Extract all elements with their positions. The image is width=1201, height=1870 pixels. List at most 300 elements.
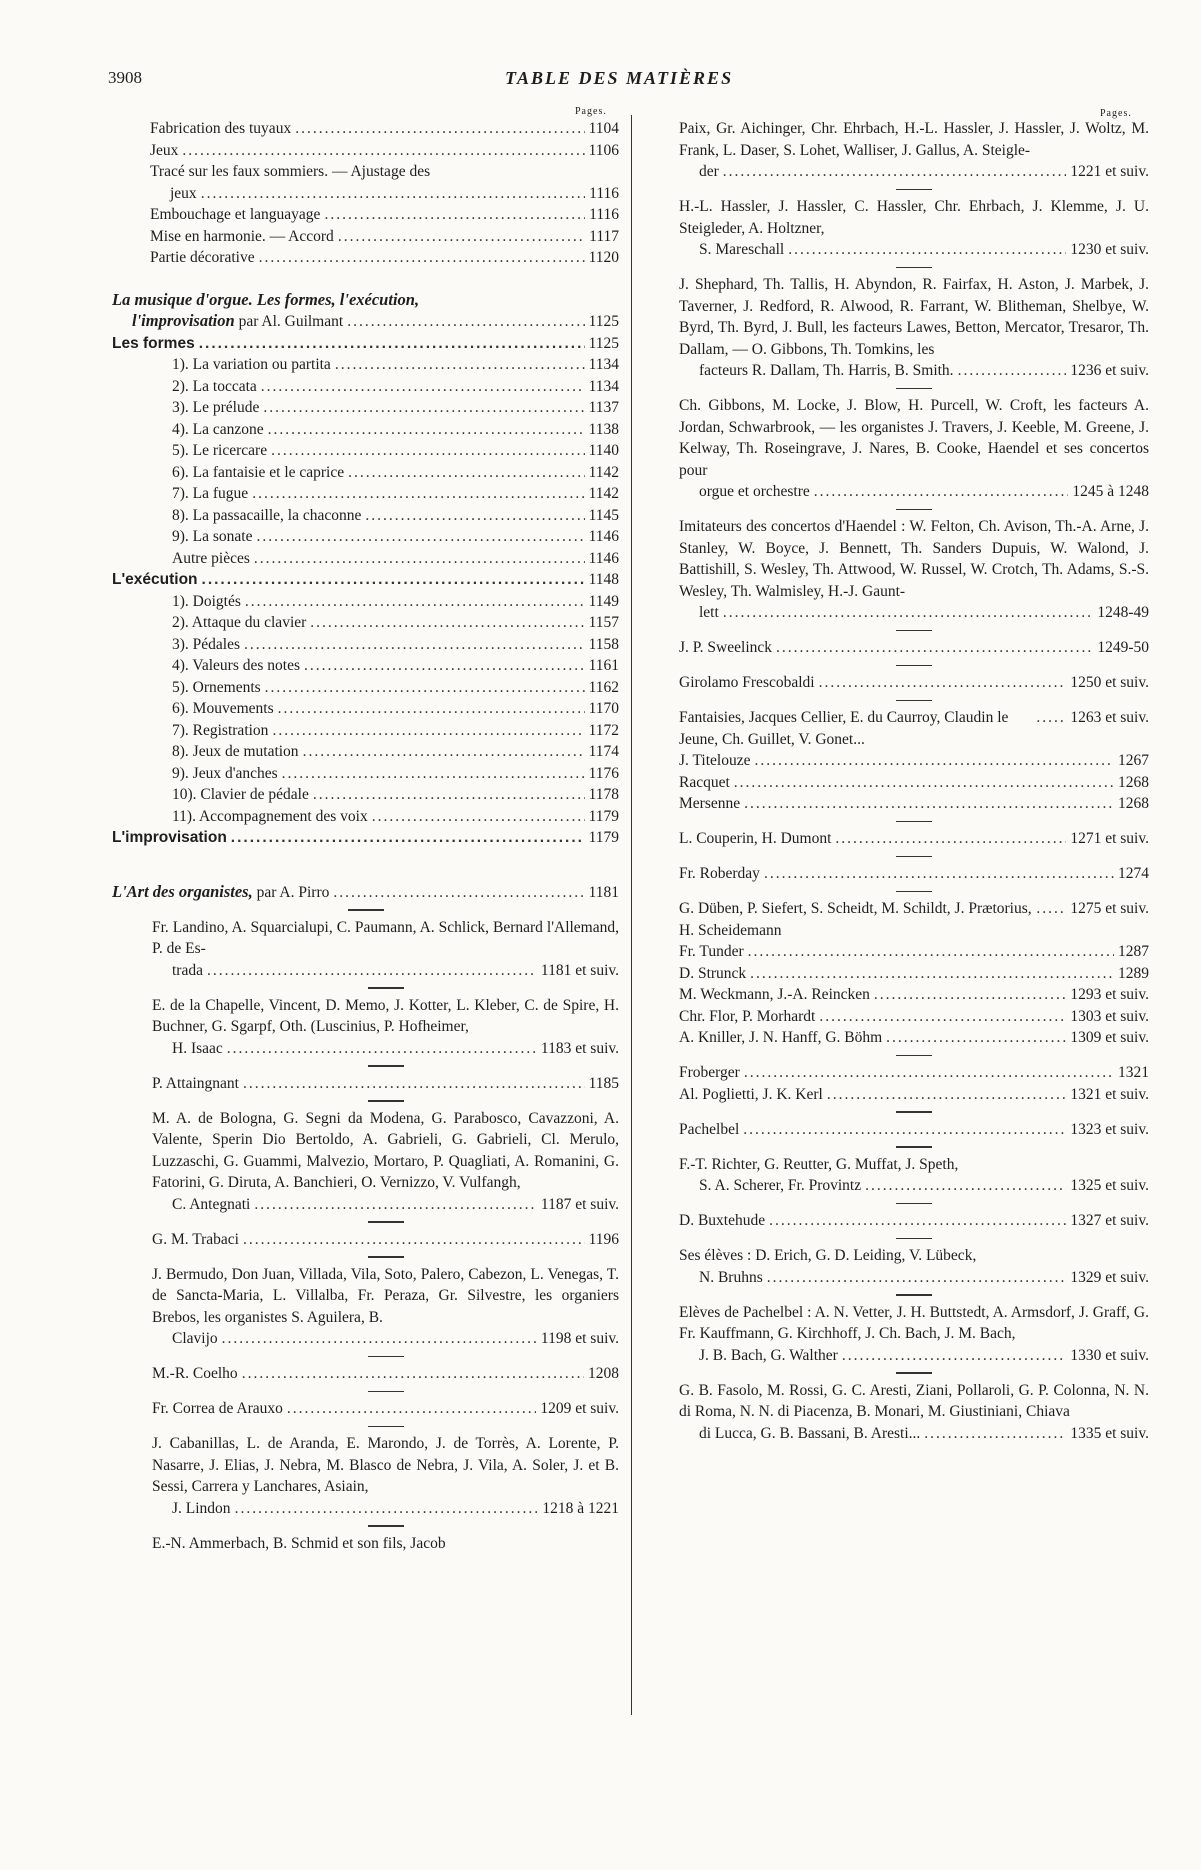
toc-label: M. Weckmann, J.-A. Reincken	[679, 986, 870, 1003]
toc-row	[679, 793, 1149, 815]
toc-label: 4). La canzone	[172, 420, 264, 438]
toc-page: 1104	[588, 120, 619, 137]
leader-dots	[201, 183, 585, 205]
toc-entry	[679, 118, 1149, 183]
toc-page: 1250 et suiv.	[1070, 674, 1149, 691]
toc-page: 1161	[588, 657, 619, 674]
toc-row	[172, 376, 619, 398]
toc-page: 1196	[588, 1230, 619, 1248]
toc-row	[172, 505, 619, 527]
toc-entry	[152, 1229, 619, 1251]
leader-dots	[256, 526, 584, 548]
leader-dots	[372, 806, 585, 828]
leader-dots	[287, 1398, 536, 1420]
toc-page: 1106	[588, 141, 619, 159]
toc-row	[679, 1006, 1149, 1028]
leader-dots	[814, 481, 1069, 503]
toc-block-froberger	[679, 1062, 1149, 1105]
toc-row	[150, 183, 619, 205]
divider-dash	[348, 909, 384, 911]
toc-page: 1263 et suiv.	[1070, 709, 1149, 726]
toc-label: lett	[699, 604, 719, 621]
divider-dash	[896, 856, 932, 858]
toc-page: 1142	[588, 485, 619, 502]
divider-dash	[896, 1146, 932, 1148]
toc-label: 1). La variation ou partita	[172, 356, 331, 373]
toc-page: 1137	[588, 399, 619, 416]
leader-dots	[261, 376, 585, 398]
toc-label: S. Mareschall	[699, 241, 785, 258]
toc-page: 1125	[588, 313, 619, 330]
toc-page: 1218 à 1221	[542, 1499, 619, 1517]
toc-entry	[679, 637, 1149, 659]
leader-dots	[252, 483, 584, 505]
toc-row	[172, 720, 619, 742]
divider-dash	[896, 665, 932, 667]
toc-page: 1185	[588, 1074, 619, 1092]
toc-page: 1116	[589, 206, 619, 223]
toc-execution-list	[112, 591, 619, 828]
divider-dash	[368, 1100, 404, 1102]
pages-label-right: Pages.	[1100, 108, 1132, 119]
leader-dots	[819, 1006, 1066, 1028]
toc-entry-last-line	[152, 1073, 619, 1095]
toc-row	[172, 763, 619, 785]
leader-dots	[207, 960, 537, 982]
toc-formes-list	[112, 354, 619, 569]
toc-top-rows	[112, 118, 619, 269]
toc-label: Partie décorative	[150, 249, 255, 266]
divider-dash	[368, 1256, 404, 1258]
leader-dots	[259, 247, 585, 269]
toc-page: 1158	[588, 635, 619, 653]
toc-label: Fantaisies, Jacques Cellier, E. du Caurroy, Claudin le Jeune, Ch. Guillet, V. Gonet...	[679, 709, 1009, 748]
leader-dots	[365, 505, 584, 527]
leader-dots	[748, 941, 1114, 963]
toc-label: Racquet	[679, 773, 730, 791]
toc-entry-text: Paix, Gr. Aichinger, Chr. Ehrbach, H.-L. Hassler, J. Hassler, J. Woltz, M. Frank, L. Daser, S. Lohet, Walliser, J. Gallus, A. Steigle-	[679, 120, 1149, 159]
toc-label: Al. Poglietti, J. K. Kerl	[679, 1085, 823, 1103]
leader-dots	[265, 677, 585, 699]
toc-left-entries	[112, 917, 619, 1527]
toc-label: 1). Doigtés	[172, 592, 241, 610]
leader-dots	[886, 1027, 1066, 1049]
divider-dash	[368, 1525, 404, 1527]
toc-entry-last-line	[152, 1363, 619, 1385]
toc-entry-eleves: Ses élèves : D. Erich, G. D. Leiding, V. Lübeck, N. Bruhns ..... 1329 et suiv.	[679, 1245, 1149, 1288]
toc-row	[172, 655, 619, 677]
divider-dash	[368, 1391, 404, 1393]
toc-page: 1321	[1118, 1064, 1149, 1081]
divider-dash	[896, 891, 932, 893]
leader-dots	[227, 1038, 537, 1060]
leader-dots	[776, 637, 1093, 659]
left-column	[112, 118, 619, 1554]
divider-dash	[896, 388, 932, 390]
toc-entry-richter: F.-T. Richter, G. Reutter, G. Muffat, J. Speth, S. A. Scherer, Fr. Provintz ..... 1325 et suiv.	[679, 1154, 1149, 1197]
leader-dots	[827, 1084, 1067, 1106]
toc-row	[679, 963, 1149, 985]
toc-page: 1117	[589, 227, 619, 245]
toc-label: Fr. Tunder	[679, 943, 744, 960]
leader-dots	[723, 602, 1094, 624]
leader-dots	[1036, 898, 1066, 920]
leader-dots	[242, 1363, 584, 1385]
toc-entry-last-line	[152, 1498, 619, 1520]
toc-label: Girolamo Frescobaldi	[679, 674, 815, 691]
toc-page: 1176	[588, 764, 619, 782]
toc-label: H. Isaac	[172, 1039, 223, 1057]
toc-label: 7). Registration	[172, 721, 269, 739]
toc-heading-execution: L'exécution ..... 1148	[112, 569, 619, 591]
toc-label: M.-R. Coelho	[152, 1365, 238, 1382]
toc-label: der	[699, 163, 719, 180]
toc-page: 1230 et suiv.	[1070, 241, 1149, 258]
toc-page: 1303 et suiv.	[1070, 1007, 1149, 1025]
toc-page: 1245 à 1248	[1072, 483, 1149, 500]
leader-dots	[819, 672, 1067, 694]
divider-dash	[896, 630, 932, 632]
toc-block-french	[679, 707, 1149, 815]
leader-dots	[282, 763, 585, 785]
leader-dots	[788, 239, 1066, 261]
toc-left-tail: E.-N. Ammerbach, B. Schmid et son fils, Jacob	[152, 1534, 446, 1552]
toc-page: 1309 et suiv.	[1070, 1029, 1149, 1046]
toc-page: 1178	[588, 786, 619, 803]
toc-label: 11). Accompagnement des voix	[172, 807, 368, 825]
leader-dots	[335, 354, 585, 376]
toc-label: 3). Le prélude	[172, 399, 260, 416]
toc-page: 1179	[588, 807, 619, 825]
leader-dots	[324, 204, 585, 226]
section-title-improvisation: l'improvisation	[132, 311, 235, 330]
leader-dots	[278, 698, 585, 720]
toc-entry	[679, 196, 1149, 261]
toc-entry-text: H.-L. Hassler, J. Hassler, C. Hassler, Chr. Ehrbach, J. Klemme, J. U. Steigleder, A. Holtzner,	[679, 198, 1149, 237]
toc-page: 1146	[588, 549, 619, 567]
toc-row	[679, 941, 1149, 963]
leader-dots	[254, 1194, 537, 1216]
page-number: 3908	[108, 68, 142, 87]
toc-label: Tracé sur les faux sommiers. — Ajustage des	[150, 163, 431, 180]
toc-row	[679, 707, 1149, 750]
toc-entry-last-line	[152, 1328, 619, 1350]
toc-page: 1181 et suiv.	[540, 961, 619, 979]
toc-label: C. Antegnati	[172, 1195, 251, 1213]
toc-row	[150, 140, 619, 162]
toc-entry-text: Fr. Landino, A. Squarcialupi, C. Paumann, A. Schlick, Bernard l'Allemand, P. de Es-	[152, 918, 619, 957]
divider-dash	[896, 267, 932, 269]
toc-entry-pachelbel-eleves: Elèves de Pachelbel : A. N. Vetter, J. H. Buttstedt, A. Armsdorf, J. Graff, G. Fr. Kauffmann, G. Kirchhoff, J. Ch. Bach, J. M. Bach, J. B. Bach, G. Walther ..... 1330 et suiv.	[679, 1302, 1149, 1367]
toc-page: 1134	[588, 377, 619, 395]
toc-row	[172, 419, 619, 441]
leader-dots	[874, 984, 1066, 1006]
toc-entry-fasolo: G. B. Fasolo, M. Rossi, G. C. Aresti, Ziani, Pollaroli, G. P. Colonna, N. N. di Roma, N. N. di Piacenza, B. Monari, M. Giustiniani, Chiava di Lucca, G. B. Bassani, B. Aresti... ..... 1335 et suiv.	[679, 1380, 1149, 1445]
toc-row-couperin: L. Couperin, H. Dumont ..... 1271 et suiv.	[679, 828, 1149, 850]
leader-dots	[222, 1328, 537, 1350]
toc-label: 5). Ornements	[172, 678, 261, 696]
leader-dots	[271, 440, 584, 462]
toc-page: 1170	[588, 700, 619, 717]
toc-label: jeux	[170, 184, 197, 202]
toc-page: 1289	[1118, 964, 1149, 982]
leader-dots	[744, 793, 1114, 815]
toc-block-german	[679, 898, 1149, 1049]
toc-label: 8). La passacaille, la chaconne	[172, 506, 362, 524]
toc-entry-text: J. Cabanillas, L. de Aranda, E. Marondo, J. de Torrès, A. Lorente, P. Nasarre, J. Elias, J. Nebra, M. Blasco de Nebra, J. Vila, A. Soler, J. et B. Sessi, Carrera y Lanchares, Asiain,	[152, 1435, 619, 1495]
toc-label: P. Attaingnant	[152, 1074, 239, 1092]
column-divider	[631, 115, 632, 1715]
toc-label: A. Kniller, J. N. Hanff, G. Böhm	[679, 1029, 883, 1046]
toc-label: Chr. Flor, P. Morhardt	[679, 1007, 816, 1025]
toc-page: 1172	[588, 721, 619, 739]
divider-dash	[896, 1372, 932, 1374]
leader-dots	[313, 784, 585, 806]
divider-dash	[368, 1065, 404, 1067]
leader-dots	[295, 118, 584, 140]
toc-row	[172, 483, 619, 505]
toc-row	[172, 462, 619, 484]
toc-row	[150, 204, 619, 226]
toc-entry	[152, 1398, 619, 1420]
toc-entry-last-line	[152, 1229, 619, 1251]
toc-entry	[152, 1264, 619, 1350]
toc-label: trada	[172, 961, 203, 979]
toc-row	[172, 548, 619, 570]
toc-page: 1174	[588, 743, 619, 760]
toc-entry-last-line	[679, 672, 1149, 694]
divider-dash	[896, 1111, 932, 1113]
toc-page: 1146	[588, 528, 619, 545]
toc-label: facteurs R. Dallam, Th. Harris, B. Smith.	[699, 362, 954, 379]
toc-page: 1287	[1118, 943, 1149, 960]
leader-dots	[734, 772, 1114, 794]
toc-page: 1321 et suiv.	[1070, 1085, 1149, 1103]
toc-entry	[152, 1433, 619, 1519]
toc-entry-text: J. Bermudo, Don Juan, Villada, Vila, Soto, Palero, Cabezon, L. Venegas, T. de Sancta-Maria, L. Villalba, Fr. Peraza, Gr. Silvestre, les organiers Brebos, les organistes S. Aguilera, B.	[152, 1265, 619, 1326]
toc-heading-formes: Les formes ..... 1125	[112, 333, 619, 355]
divider-dash	[896, 1055, 932, 1057]
toc-entry	[679, 672, 1149, 694]
toc-page: 1157	[588, 614, 619, 631]
toc-entry	[152, 1363, 619, 1385]
toc-row	[172, 677, 619, 699]
toc-entry	[152, 1073, 619, 1095]
toc-page: 1162	[588, 678, 619, 696]
toc-page: 1134	[588, 356, 619, 373]
divider-dash	[896, 700, 932, 702]
toc-page: 1208	[588, 1365, 619, 1382]
leader-dots	[254, 548, 585, 570]
toc-label: 9). La sonate	[172, 528, 253, 545]
toc-page: 1267	[1118, 752, 1149, 769]
toc-row	[172, 612, 619, 634]
toc-entry	[679, 274, 1149, 382]
leader-dots	[310, 612, 584, 634]
toc-row	[172, 591, 619, 613]
toc-row	[150, 247, 619, 269]
toc-page: 1248-49	[1097, 604, 1149, 621]
leader-dots	[263, 397, 584, 419]
toc-page: 1275 et suiv.	[1070, 900, 1149, 917]
toc-entry-text: Ch. Gibbons, M. Locke, J. Blow, H. Purcell, W. Croft, les facteurs A. Jordan, Schwarbrook, — les organistes J. Travers, J. Keeble, M. Greene, J. Kelway, Th. Roseingrave, J. Nares, B. Cooke, Haendel et ses concertos pour	[679, 397, 1149, 479]
leader-dots	[272, 720, 584, 742]
toc-label: 2). Attaque du clavier	[172, 614, 307, 631]
toc-page: 1268	[1118, 773, 1149, 791]
toc-entry-last-line	[152, 1398, 619, 1420]
toc-row	[679, 750, 1149, 772]
toc-entry-last-line	[679, 637, 1149, 659]
toc-entry-text: J. Shephard, Th. Tallis, H. Abyndon, R. Fairfax, H. Aston, J. Marbek, J. Taverner, J. Redford, R. Alwood, R. Farrant, W. Blitheman, Shelbye, W. Byrd, Th. Byrd, J. Bull, les facteurs Lawes, Betton, Mercator, Tresaror, Th. Dallam, — O. Gibbons, Th. Tomkins, les	[679, 276, 1149, 358]
toc-row	[679, 772, 1149, 794]
toc-row	[172, 784, 619, 806]
toc-row	[679, 898, 1149, 941]
toc-page: 1187 et suiv.	[540, 1195, 619, 1213]
divider-dash	[896, 1294, 932, 1296]
divider-dash	[368, 987, 404, 989]
toc-row	[172, 397, 619, 419]
toc-row	[150, 118, 619, 140]
toc-page: 1145	[588, 506, 619, 524]
leader-dots	[245, 591, 585, 613]
toc-row	[679, 1062, 1149, 1084]
leader-dots	[303, 741, 585, 763]
toc-page: 1236 et suiv.	[1070, 362, 1149, 379]
leader-dots	[348, 462, 584, 484]
page-title: TABLE DES MATIÈRES	[505, 68, 734, 88]
toc-label: 5). Le ricercare	[172, 442, 268, 459]
toc-entry-last-line	[679, 360, 1149, 382]
toc-entry	[152, 917, 619, 982]
toc-page: 1138	[588, 420, 619, 438]
toc-row	[679, 1084, 1149, 1106]
toc-row	[172, 806, 619, 828]
toc-label: 6). La fantaisie et le caprice	[172, 463, 345, 481]
toc-row	[172, 634, 619, 656]
toc-label: Froberger	[679, 1064, 740, 1081]
toc-entry-last-line	[152, 1038, 619, 1060]
toc-label: Clavijo	[172, 1330, 218, 1347]
section-title-musique-line2	[112, 310, 619, 333]
toc-row	[172, 354, 619, 376]
leader-dots	[182, 140, 584, 162]
toc-label: 2). La toccata	[172, 377, 257, 395]
leader-dots	[235, 1498, 539, 1520]
toc-entry-last-line	[679, 602, 1149, 624]
toc-label: orgue et orchestre	[699, 483, 810, 500]
toc-page: 1120	[588, 249, 619, 266]
divider-dash	[896, 1238, 932, 1240]
toc-label: Fabrication des tuyaux	[150, 120, 292, 137]
toc-entry-last-line	[679, 161, 1149, 183]
toc-entry	[679, 395, 1149, 503]
section-title-art: L'Art des organistes, par A. Pirro ..... 1181	[112, 881, 619, 904]
toc-label: 8). Jeux de mutation	[172, 743, 299, 760]
toc-page: 1268	[1118, 795, 1149, 812]
toc-row	[172, 741, 619, 763]
toc-row-roberday: Fr. Roberday ..... 1274	[679, 863, 1149, 885]
leader-dots	[958, 360, 1067, 382]
toc-row	[679, 984, 1149, 1006]
toc-entry	[152, 1108, 619, 1216]
divider-dash	[368, 1426, 404, 1428]
toc-label: Jeux	[150, 141, 179, 159]
toc-row	[172, 526, 619, 548]
leader-dots	[723, 161, 1067, 183]
toc-row-buxtehude: D. Buxtehude ..... 1327 et suiv.	[679, 1210, 1149, 1232]
toc-label: 10). Clavier de pédale	[172, 786, 309, 803]
toc-label: 6). Mouvements	[172, 700, 274, 717]
leader-dots	[1036, 707, 1066, 729]
toc-label: D. Strunck	[679, 964, 747, 982]
toc-page: 1198 et suiv.	[540, 1330, 619, 1347]
toc-row	[172, 440, 619, 462]
leader-dots	[750, 963, 1114, 985]
toc-entry-text: M. A. de Bologna, G. Segni da Modena, G. Parabosco, Cavazzoni, A. Valente, Sperin Dio Bertoldo, A. Gabrieli, G. Gabrieli, Cl. Merulo, Luzzaschi, G. Guammi, Malvezio, Mortaro, P. Quagliati, A. Romanini, G. Fatorini, G. Diruta, A. Banchieri, O. Vernizzo, V. Vulfangh,	[152, 1109, 619, 1191]
pages-label-left: Pages.	[575, 106, 607, 117]
toc-row	[679, 1027, 1149, 1049]
toc-label: J. P. Sweelinck	[679, 639, 772, 656]
toc-page: 1116	[589, 184, 619, 202]
divider-dash	[896, 189, 932, 191]
toc-entry-last-line	[679, 481, 1149, 503]
toc-label: Autre pièces	[172, 549, 250, 567]
toc-label: Embouchage et languayage	[150, 206, 321, 223]
toc-label: J. Titelouze	[679, 752, 751, 769]
toc-row-pachelbel: Pachelbel ..... 1323 et suiv.	[679, 1119, 1149, 1141]
toc-entry-text: Imitateurs des concertos d'Haendel : W. Felton, Ch. Avison, Th.-A. Arne, J. Stanley, W. Boyce, J. Bennett, Th. Sanders Dupuis, W. Walond, J. Battishill, S. Wesley, Th. Attwood, W. Russel, W. Crotch, Th. Adams, S.-S. Wesley, Th. Walmisley, H.-J. Gaunt-	[679, 518, 1149, 600]
divider-dash	[896, 821, 932, 823]
leader-dots	[243, 1073, 585, 1095]
toc-label: 4). Valeurs des notes	[172, 657, 300, 674]
leader-dots	[754, 750, 1114, 772]
toc-row	[172, 698, 619, 720]
toc-label: 9). Jeux d'anches	[172, 764, 278, 782]
toc-label: J. Lindon	[172, 1499, 231, 1517]
toc-entry-last-line	[152, 1194, 619, 1216]
toc-page: 1221 et suiv.	[1070, 163, 1149, 180]
divider-dash	[896, 509, 932, 511]
toc-page: 1209 et suiv.	[540, 1400, 619, 1417]
leader-dots	[243, 1229, 585, 1251]
toc-entry	[679, 516, 1149, 624]
toc-page: 1149	[588, 592, 619, 610]
toc-page: 1142	[588, 463, 619, 481]
toc-entry-text: E. de la Chapelle, Vincent, D. Memo, J. Kotter, L. Kleber, C. de Spire, H. Buchner, G. Sgarpf, Oth. (Luscinius, P. Hofheimer,	[152, 996, 619, 1035]
toc-page: 1293 et suiv.	[1070, 986, 1149, 1003]
toc-entry-last-line	[679, 239, 1149, 261]
toc-page: 1183 et suiv.	[540, 1039, 619, 1057]
toc-label: 3). Pédales	[172, 635, 241, 653]
divider-dash	[368, 1356, 404, 1358]
toc-row	[150, 226, 619, 248]
toc-entry	[152, 995, 619, 1060]
divider-dash	[368, 1221, 404, 1223]
leader-dots	[744, 1062, 1114, 1084]
toc-label: G. Düben, P. Siefert, S. Scheidt, M. Schildt, J. Prætorius, H. Scheidemann	[679, 900, 1032, 939]
toc-page: 1249-50	[1097, 639, 1149, 656]
toc-label: Fr. Correa de Arauxo	[152, 1400, 283, 1417]
section-author: par Al. Guilmant	[238, 313, 344, 330]
leader-dots	[244, 634, 585, 656]
leader-dots	[338, 226, 585, 248]
toc-label: Mersenne	[679, 795, 741, 812]
toc-label: G. M. Trabaci	[152, 1230, 239, 1248]
toc-label: Mise en harmonie. — Accord	[150, 227, 334, 245]
divider-dash	[896, 1203, 932, 1205]
leader-dots	[268, 419, 585, 441]
toc-heading-improvisation: L'improvisation ..... 1179	[112, 827, 619, 849]
